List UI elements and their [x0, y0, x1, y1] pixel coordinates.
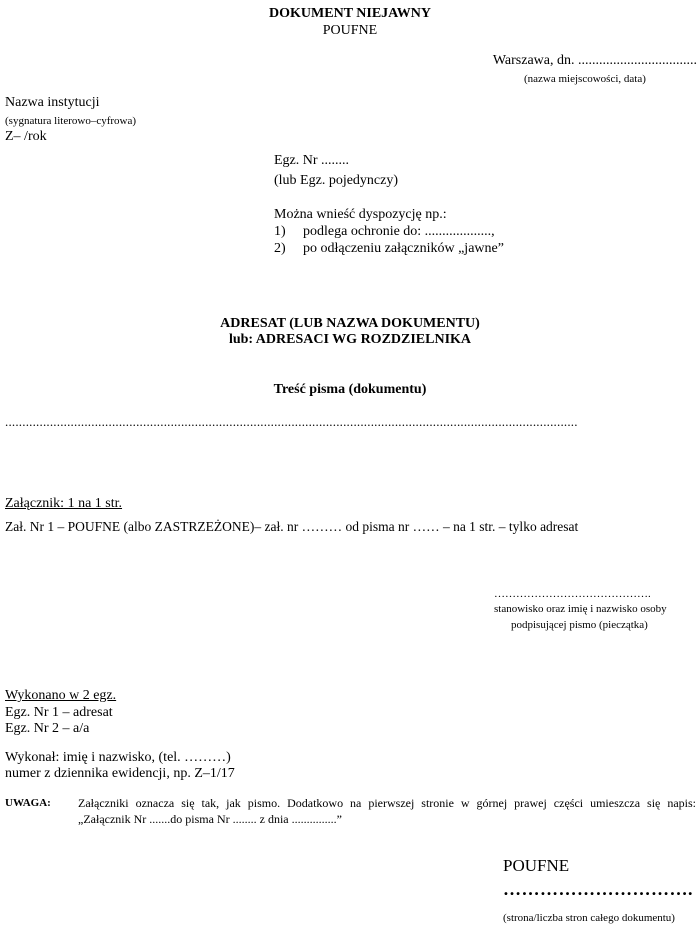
addressee-line-2: lub: ADRESACI WG ROZDZIELNIKA: [228, 332, 472, 347]
disposition-item-text: podlega ochronie do: ...................,: [303, 224, 495, 239]
signer-dots: …………………………………….: [494, 588, 651, 600]
disposition-item: [274, 241, 504, 257]
copies-item: Egz. Nr 1 – adresat: [5, 705, 113, 720]
classification-title: DOKUMENT NIEJAWNY: [269, 6, 431, 21]
note-line-2: „Załącznik Nr .......do pisma Nr ........ z dnia ...............”: [78, 812, 342, 826]
footer-classification-level: POUFNE: [503, 856, 570, 875]
disposition-item-number: 1): [274, 224, 286, 239]
footer-caption: (strona/liczba stron całego dokumentu): [503, 912, 675, 924]
signer-line-1: stanowisko oraz imię i nazwisko osoby: [494, 603, 667, 615]
copy-single: (lub Egz. pojedynczy): [274, 173, 399, 188]
signer-line-2: podpisującej pismo (pieczątka): [511, 619, 648, 631]
place-date-caption: (nazwa miejscowości, data): [524, 73, 646, 85]
note-line-1: Załączniki oznacza się tak, jak pismo. Dodatkowo na pierwszej stronie w górnej prawej części umieszcza się napis:: [78, 796, 696, 810]
institution-signature: Z– /rok: [5, 129, 47, 144]
disposition-item: [274, 224, 495, 240]
copy-number: Egz. Nr ........: [274, 153, 350, 168]
signature-caption: (sygnatura literowo–cyfrowa): [5, 115, 137, 127]
disposition-intro: Można wnieść dyspozycję np.:: [274, 207, 447, 222]
body-heading: Treść pisma (dokumentu): [273, 382, 427, 397]
body-dots-line: ......................................................................................................................................................................: [5, 414, 578, 429]
executor-line-1: Wykonał: imię i nazwisko, (tel. ………): [5, 750, 231, 765]
attachment-heading: Załącznik: 1 na 1 str.: [5, 496, 123, 511]
footer-dots: ………………………….: [503, 879, 693, 899]
disposition-item-text: po odłączeniu załączników „jawne”: [303, 241, 504, 256]
disposition-item-number: 2): [274, 241, 286, 256]
note-label: UWAGA:: [5, 797, 51, 809]
copies-item: Egz. Nr 2 – a/a: [5, 721, 90, 736]
executor-line-2: numer z dziennika ewidencji, np. Z–1/17: [5, 766, 235, 781]
place-date: Warszawa, dn. ..................................: [492, 53, 697, 68]
attachment-line: Zał. Nr 1 – POUFNE (albo ZASTRZEŻONE)– zał. nr ……… od pisma nr …… – na 1 str. – tylko adresat: [5, 519, 579, 534]
institution-name: Nazwa instytucji: [5, 95, 100, 110]
copies-heading: Wykonano w 2 egz.: [5, 688, 117, 703]
classification-level: POUFNE: [322, 23, 378, 38]
addressee-line-1: ADRESAT (LUB NAZWA DOKUMENTU): [220, 316, 480, 331]
